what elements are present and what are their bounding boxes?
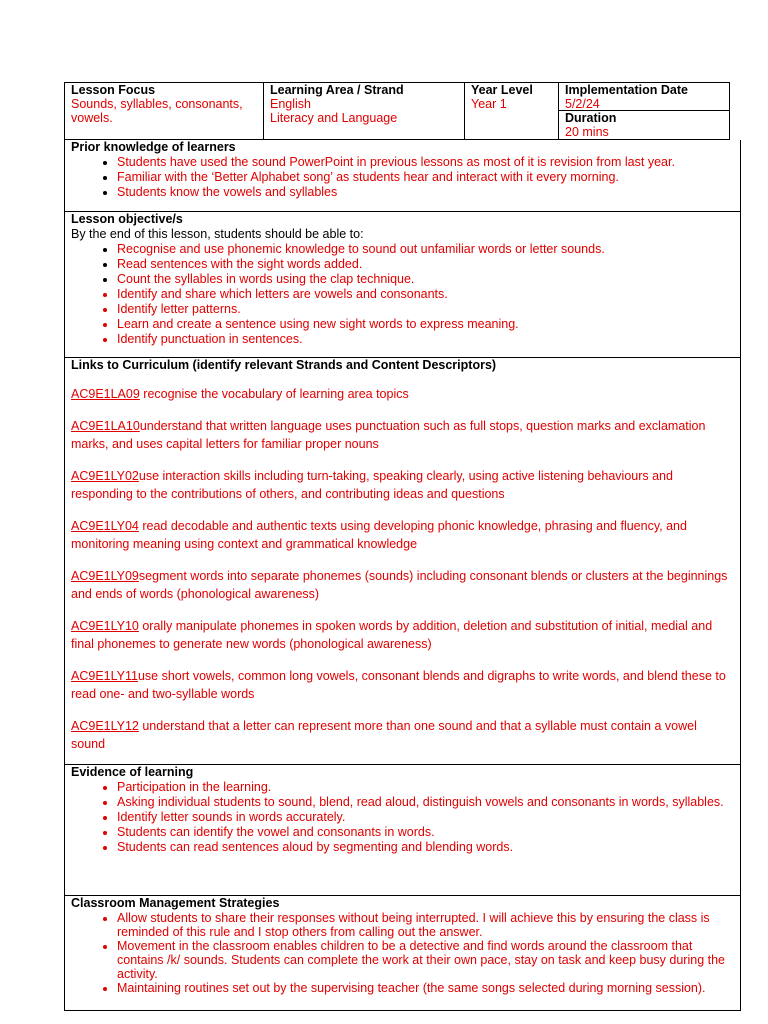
curriculum-item xyxy=(71,517,734,553)
curriculum-item xyxy=(71,667,734,703)
lesson-focus-label: Lesson Focus xyxy=(71,83,156,97)
list-item: • Identify and share which letters are vowels and consonants. xyxy=(117,287,734,302)
curriculum-text: use interaction skills including turn-taking, speaking clearly, using active listening behaviours and responding to the contributions of others, and contributing ideas and questions xyxy=(71,469,673,501)
list-item: • Movement in the classroom enables children to be a detective and find words around the classroom that contains /k/ sounds. Students can complete the work at their own pace, stay on task and keep busy during the activity. xyxy=(117,939,734,981)
curriculum-title: Links to Curriculum (identify relevant Strands and Content Descriptors) xyxy=(71,358,497,372)
list-item: • Learn and create a sentence using new sight words to express meaning. xyxy=(117,317,734,332)
learning-area-value-1: English xyxy=(270,97,311,111)
prior-knowledge-title: Prior knowledge of learners xyxy=(71,140,236,154)
impl-date-value: 5/2/24 xyxy=(565,97,600,111)
curriculum-item xyxy=(71,717,734,753)
content-code-link[interactable]: AC9E1LY04 xyxy=(71,519,139,533)
curriculum-list xyxy=(71,385,734,753)
content-code-link[interactable]: AC9E1LY10 xyxy=(71,619,139,633)
curriculum-item xyxy=(71,385,734,403)
curriculum-text: understand that a letter can represent more than one sound and that a syllable must contain a vowel sound xyxy=(71,719,697,751)
curriculum-item xyxy=(71,617,734,653)
content-code-link[interactable]: AC9E1LY11 xyxy=(71,669,138,683)
duration-value: 20 mins xyxy=(565,125,609,139)
list-item: • Recognise and use phonemic knowledge to sound out unfamiliar words or letter sounds. xyxy=(117,242,734,257)
lesson-plan xyxy=(64,82,729,1011)
learning-area-label: Learning Area / Strand xyxy=(270,83,404,97)
implementation-cell xyxy=(559,83,730,140)
content-code-link[interactable]: AC9E1LY02 xyxy=(71,469,139,483)
lesson-focus-cell xyxy=(65,83,264,140)
curriculum-text: understand that written language uses punctuation such as full stops, question marks and exclamation marks, and uses capital letters for familiar proper nouns xyxy=(71,419,706,451)
curriculum-section xyxy=(64,358,741,765)
management-list xyxy=(71,911,734,995)
curriculum-text: segment words into separate phonemes (sounds) including consonant blends or clusters at the beginnings and ends of words (phonological awareness) xyxy=(71,569,728,601)
list-item: • Identify letter sounds in words accurately. xyxy=(117,810,734,825)
objectives-section xyxy=(64,212,741,358)
list-item: • Students know the vowels and syllables xyxy=(117,185,734,200)
impl-date-label: Implementation Date xyxy=(565,83,688,97)
list-item: • Count the syllables in words using the clap technique. xyxy=(117,272,734,287)
list-item: • Students have used the sound PowerPoint in previous lessons as most of it is revision from last year. xyxy=(117,155,734,170)
curriculum-text: recognise the vocabulary of learning area topics xyxy=(139,387,409,401)
duration-label: Duration xyxy=(565,111,617,125)
curriculum-text: orally manipulate phonemes in spoken words by addition, deletion and substitution of initial, medial and final phonemes to generate new words (phonological awareness) xyxy=(71,619,713,651)
learning-area-value-2: Literacy and Language xyxy=(270,111,398,125)
content-code-link[interactable]: AC9E1LY12 xyxy=(71,719,139,733)
curriculum-item xyxy=(71,567,734,603)
list-item: • Familiar with the ‘Better Alphabet song’ as students hear and interact with it every morning. xyxy=(117,170,734,185)
prior-knowledge-list xyxy=(71,155,734,200)
list-item: • Asking individual students to sound, blend, read aloud, distinguish vowels and consonants in words, syllables. xyxy=(117,795,734,810)
prior-knowledge-section xyxy=(64,140,741,212)
year-level-label: Year Level xyxy=(471,83,533,97)
learning-area-cell xyxy=(264,83,465,140)
lesson-focus-value: Sounds, syllables, consonants, vowels. xyxy=(71,97,243,125)
year-level-value: Year 1 xyxy=(471,97,507,111)
year-level-cell xyxy=(465,83,559,140)
list-item: • Identify letter patterns. xyxy=(117,302,734,317)
curriculum-text: read decodable and authentic texts using developing phonic knowledge, phrasing and fluency, and monitoring meaning using context and grammatical knowledge xyxy=(71,519,687,551)
content-code-link[interactable]: AC9E1LA09 xyxy=(71,387,140,401)
list-item: • Identify punctuation in sentences. xyxy=(117,332,734,347)
curriculum-item xyxy=(71,467,734,503)
list-item: • Students can identify the vowel and consonants in words. xyxy=(117,825,734,840)
objectives-list xyxy=(71,242,734,347)
curriculum-text: use short vowels, common long vowels, consonant blends and digraphs to write words, and blend these to read one- and two-syllable words xyxy=(71,669,726,701)
objectives-title: Lesson objective/s xyxy=(71,212,183,226)
list-item: • Read sentences with the sight words added. xyxy=(117,257,734,272)
list-item: • Students can read sentences aloud by segmenting and blending words. xyxy=(117,840,734,855)
list-item: • Participation in the learning. xyxy=(117,780,734,795)
management-section xyxy=(64,896,741,1011)
content-code-link[interactable]: AC9E1LY09 xyxy=(71,569,139,583)
list-item: • Maintaining routines set out by the supervising teacher (the same songs selected during morning session). xyxy=(117,981,734,995)
evidence-list xyxy=(71,780,734,855)
objectives-intro: By the end of this lesson, students should be able to: xyxy=(71,227,364,241)
list-item: • Allow students to share their responses without being interrupted. I will achieve this by ensuring the class is reminded of this rule and I stop others from calling out the answer. xyxy=(117,911,734,939)
header-table xyxy=(64,82,730,140)
management-title: Classroom Management Strategies xyxy=(71,896,280,910)
curriculum-item xyxy=(71,417,734,453)
content-code-link[interactable]: AC9E1LA10 xyxy=(71,419,140,433)
evidence-section xyxy=(64,765,741,896)
evidence-title: Evidence of learning xyxy=(71,765,194,779)
